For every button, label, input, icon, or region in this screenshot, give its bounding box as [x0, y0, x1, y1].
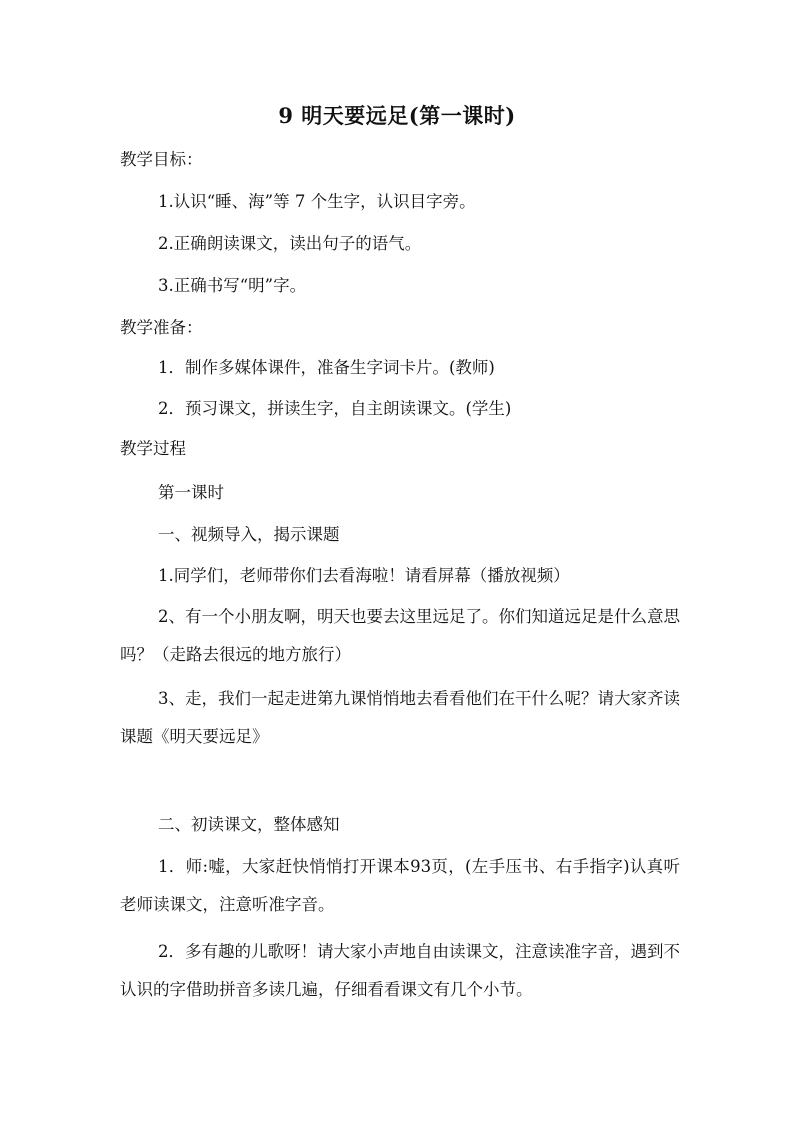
document-title: 9 明天要远足(第一课时) — [278, 103, 516, 128]
preparation-heading: 教学准备： — [120, 318, 203, 337]
objective-item-1: 1.认识“睡、海”等 7 个生字，认识目字旁。 — [158, 192, 476, 211]
preparation-item-2: 2．预习课文，拼读生字，自主朗读课文。(学生) — [158, 399, 512, 418]
section2-item-2: 2．多有趣的儿歌呀！请大家小声地自由读课文，注意读准字音，遇到不认识的字借助拼音多读几遍，仔细看看课文有几个小节。 — [120, 942, 680, 999]
lesson-label: 第一课时 — [158, 483, 224, 502]
section1-item-3: 3、走，我们一起走进第九课悄悄地去看看他们在干什么呢？请大家齐读课题《明天要远足》 — [120, 689, 680, 746]
section1-item-1: 1.同学们，老师带你们去看海啦！请看屏幕（播放视频） — [158, 566, 570, 585]
section2-heading: 二、初读课文，整体感知 — [158, 815, 340, 834]
process-heading: 教学过程 — [120, 439, 186, 458]
objective-item-2: 2.正确朗读课文，读出句子的语气。 — [158, 234, 422, 253]
section1-heading: 一、视频导入，揭示课题 — [158, 525, 340, 544]
objectives-heading: 教学目标： — [120, 150, 203, 169]
objective-item-3: 3.正确书写“明”字。 — [158, 276, 307, 295]
preparation-item-1: 1．制作多媒体课件，准备生字词卡片。(教师) — [158, 358, 495, 377]
section1-item-2: 2、有一个小朋友啊，明天也要去这里远足了。你们知道远足是什么意思吗？（走路去很远的地方旅行） — [120, 607, 680, 664]
section2-item-1: 1．师:嘘，大家赶快悄悄打开课本93页，(左手压书、右手指字)认真听老师读课文，注意听准字音。 — [120, 857, 680, 914]
